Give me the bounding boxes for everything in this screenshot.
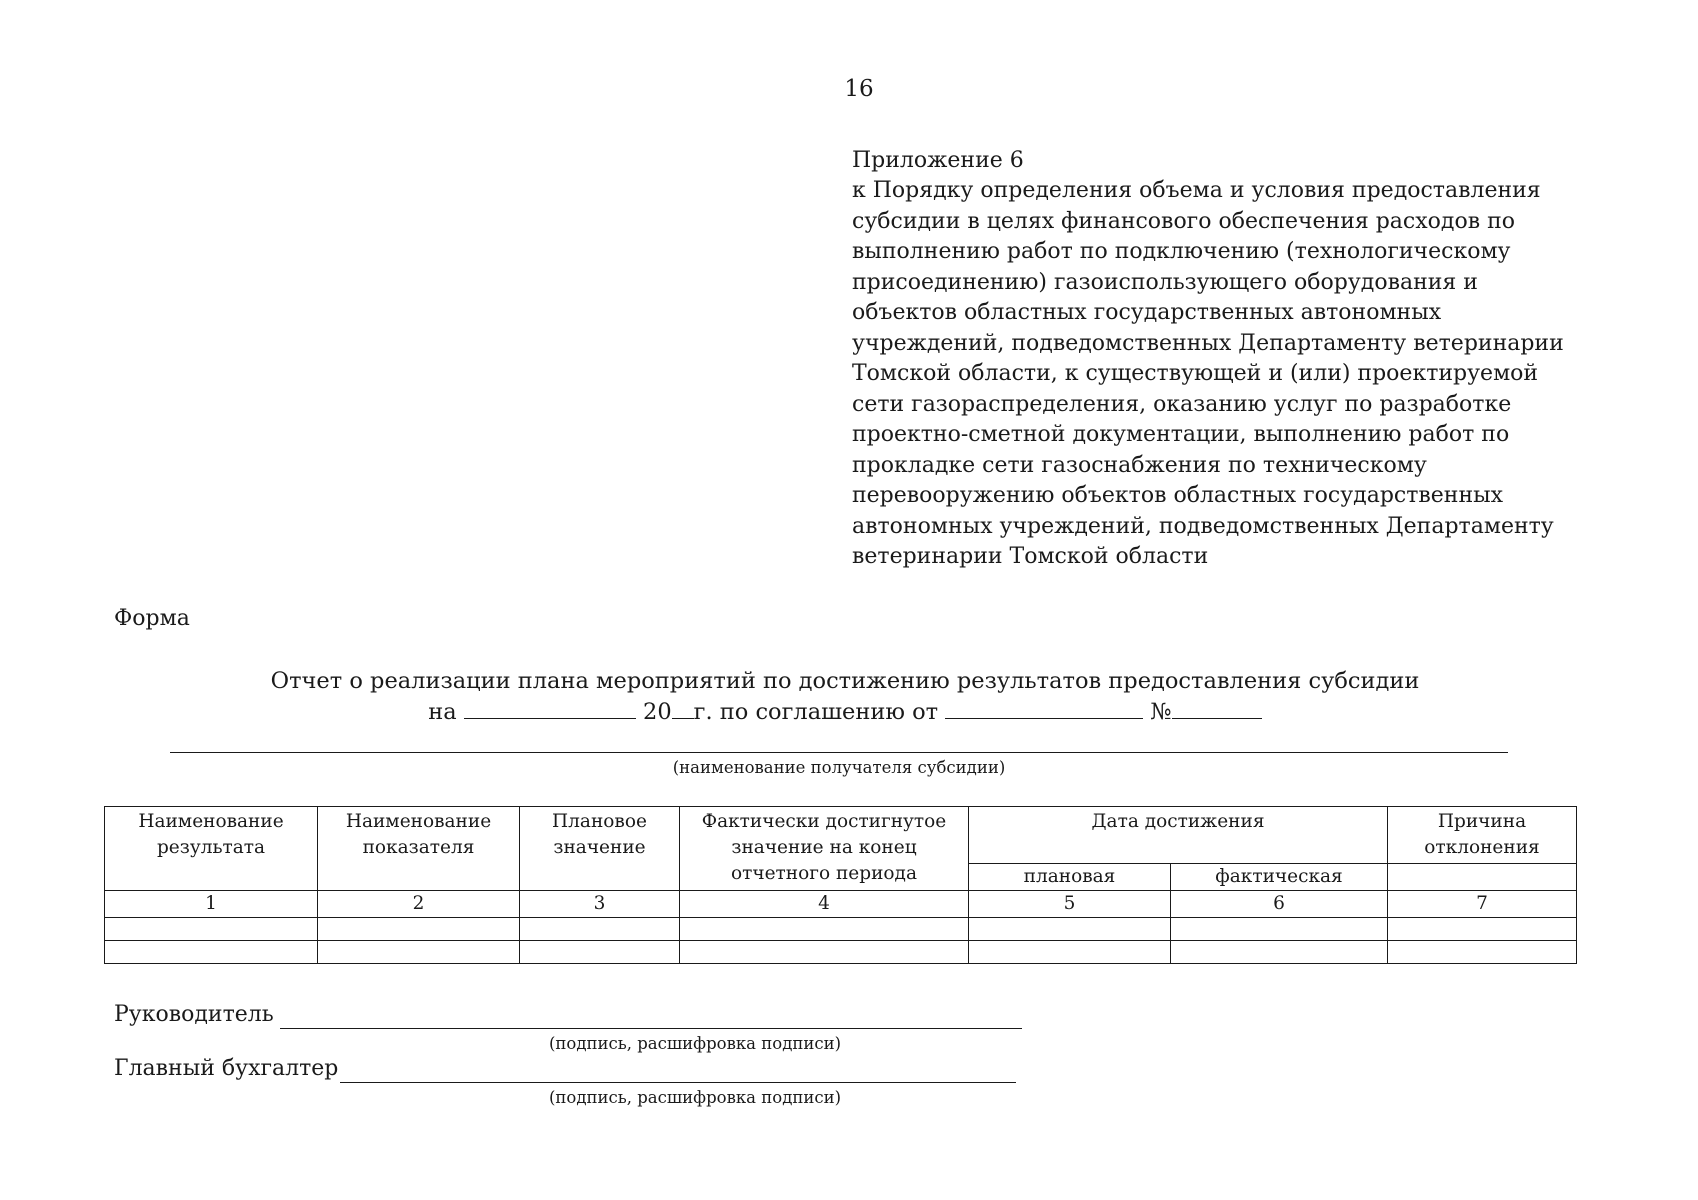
table-cell[interactable] [1388,941,1577,964]
column-number: 1 [105,891,318,918]
report-period-line [0,698,1690,725]
table-cell[interactable] [680,941,969,964]
appendix-line: присоединению) газоиспользующего оборудования и [852,269,1478,295]
appendix-line: выполнению работ по подключению (технологическому [852,239,1511,264]
table-cell[interactable] [520,918,680,941]
accountant-signature-caption: (подпись, расшифровка подписи) [548,1088,842,1107]
table-header-row [105,807,1577,864]
report-table [104,806,1577,964]
table-cell[interactable] [1171,941,1388,964]
appendix-line: учреждений, подведомственных Департаменту ветеринарии [852,330,1564,356]
column-number: 2 [318,891,520,918]
column-number: 3 [520,891,680,918]
header-indicator-name: Наименование показателя [318,807,520,891]
table-cell[interactable] [520,941,680,964]
recipient-caption: (наименование получателя субсидии) [672,758,1006,777]
header-date-actual: фактическая [1171,864,1388,891]
appendix-line: перевооружению объектов областных государственных [852,483,1504,508]
appendix-line: сети газораспределения, оказанию услуг по разработке [852,391,1512,417]
appendix-line: прокладке сети газоснабжения по техническому [852,452,1427,478]
form-label: Форма [114,606,190,631]
column-number: 7 [1388,891,1577,918]
appendix-line: к Порядку определения объема и условия предоставления [852,178,1541,203]
column-number: 6 [1171,891,1388,918]
column-number: 4 [680,891,969,918]
header-achievement-date: Дата достижения [969,807,1388,864]
appendix-line: проектно-сметной документации, выполнению работ по [852,422,1510,447]
header-deviation-reason: Причина отклонения [1388,807,1577,864]
report-title: Отчет о реализации плана мероприятий по достижению результатов предоставления субсидии [270,668,1420,694]
table-cell[interactable] [680,918,969,941]
table-cell[interactable] [318,941,520,964]
agreement-number-blank-field[interactable] [1172,698,1262,719]
table-row [105,918,1577,941]
header-date-planned: плановая [969,864,1171,891]
year-blank-field[interactable] [672,698,694,719]
head-signature-label: Руководитель [114,1002,274,1027]
table-cell[interactable] [105,918,318,941]
head-signature-field[interactable] [280,1028,1022,1029]
appendix-title: Приложение 6 [852,148,1024,173]
period-blank-field[interactable] [464,698,636,719]
table-cell[interactable] [105,941,318,964]
appendix-text [852,176,1564,573]
accountant-signature-field[interactable] [340,1082,1016,1083]
accountant-signature-label: Главный бухгалтер [114,1056,339,1081]
appendix-line: автономных учреждений, подведомственных Департаменту [852,513,1554,539]
appendix-line: ветеринарии Томской области [852,544,1209,569]
header-actual-value: Фактически достигнутое значение на конец отчетного периода [680,807,969,891]
period-prefix: на [428,699,457,725]
column-number: 5 [969,891,1171,918]
appendix-line: Томской области, к существующей и (или) проектируемой [852,361,1539,386]
header-deviation-empty [1388,864,1577,891]
table-cell[interactable] [1388,918,1577,941]
appendix-line: объектов областных государственных автономных [852,300,1442,325]
table-cell[interactable] [318,918,520,941]
table-cell[interactable] [969,918,1171,941]
head-signature-caption: (подпись, расшифровка подписи) [548,1034,842,1053]
header-result-name: Наименование результата [105,807,318,891]
table-cell[interactable] [1171,918,1388,941]
table-row-column-numbers [105,891,1577,918]
period-year: 20 [643,699,672,725]
table-row [105,941,1577,964]
agreement-date-blank-field[interactable] [945,698,1143,719]
agreement-text: г. по соглашению от [693,699,939,725]
appendix-line: субсидии в целях финансового обеспечения расходов по [852,208,1515,234]
recipient-name-field[interactable] [170,752,1508,753]
page-number: 16 [844,76,874,102]
header-planned-value: Плановое значение [520,807,680,891]
number-sign: № [1150,699,1172,725]
table-cell[interactable] [969,941,1171,964]
